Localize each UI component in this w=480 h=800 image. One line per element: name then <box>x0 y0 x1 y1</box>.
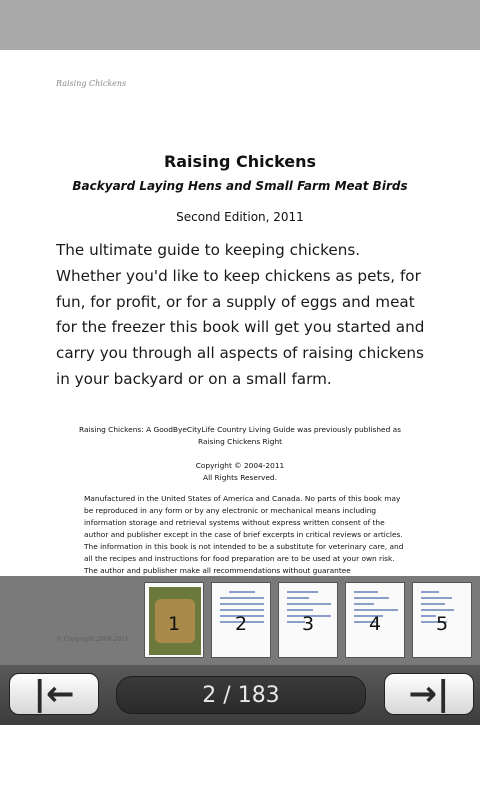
edition-line: Second Edition, 2011 <box>176 210 304 224</box>
page-indicator[interactable]: 2 / 183 <box>116 676 366 714</box>
thumbnail-number: 5 <box>435 613 449 635</box>
book-title: Raising Chickens <box>163 152 317 171</box>
book-subtitle: Backyard Laying Hens and Small Farm Meat Birds <box>72 179 408 193</box>
thumbnail-strip <box>0 576 480 665</box>
thumbnail-number: 2 <box>234 613 248 635</box>
running-head: Raising Chickens <box>56 79 127 88</box>
thumbnail-number: 4 <box>368 613 382 635</box>
copyright-block <box>70 460 410 484</box>
manufacturing-notice: Manufactured in the United States of America and Canada. No parts of this book may be reproduced in any form or by any electronic or mechanical means including information storage and retrieval systems without express written consent of the author and publisher except in the case of brief excerpts in critical reviews or articles. The information in this book is not intended to be a substitute for veterinary care, and all the recipes and instructions for food preparation are to be used at your own risk. The author and publisher make all recommendations without guarantee <box>84 494 404 575</box>
arrow-left-bar-icon: |← <box>33 674 75 714</box>
status-bar <box>0 0 480 50</box>
thumbnail-page-2[interactable] <box>211 582 271 658</box>
thumbnail-number: 3 <box>301 613 315 635</box>
publication-note: Raising Chickens: A GoodByeCityLife Country Living Guide was previously published as Raising Chickens Right <box>78 425 401 446</box>
intro-paragraph: The ultimate guide to keeping chickens. Whether you'd like to keep chickens as pets, for fun, for profit, or for a supply of eggs and meat for the freezer this book will get you started and carry you through all aspects of raising chickens in your backyard or on a small farm. <box>56 241 425 388</box>
thumbnail-page-5[interactable] <box>412 582 472 658</box>
navigation-bar <box>0 665 480 725</box>
arrow-right-bar-icon: →| <box>408 674 450 714</box>
thumbnail-page-3[interactable] <box>278 582 338 658</box>
thumbnail-page-1[interactable] <box>144 582 204 658</box>
previous-page-button[interactable] <box>9 673 99 715</box>
book-page[interactable] <box>0 50 480 665</box>
blank-area <box>0 725 480 800</box>
copyright-line: Copyright © 2004-2011 <box>195 461 285 470</box>
thumbnail-page-4[interactable] <box>345 582 405 658</box>
next-page-button[interactable] <box>384 673 474 715</box>
rights-line: All Rights Reserved. <box>203 473 277 482</box>
thumbnail-number: 1 <box>167 613 181 635</box>
